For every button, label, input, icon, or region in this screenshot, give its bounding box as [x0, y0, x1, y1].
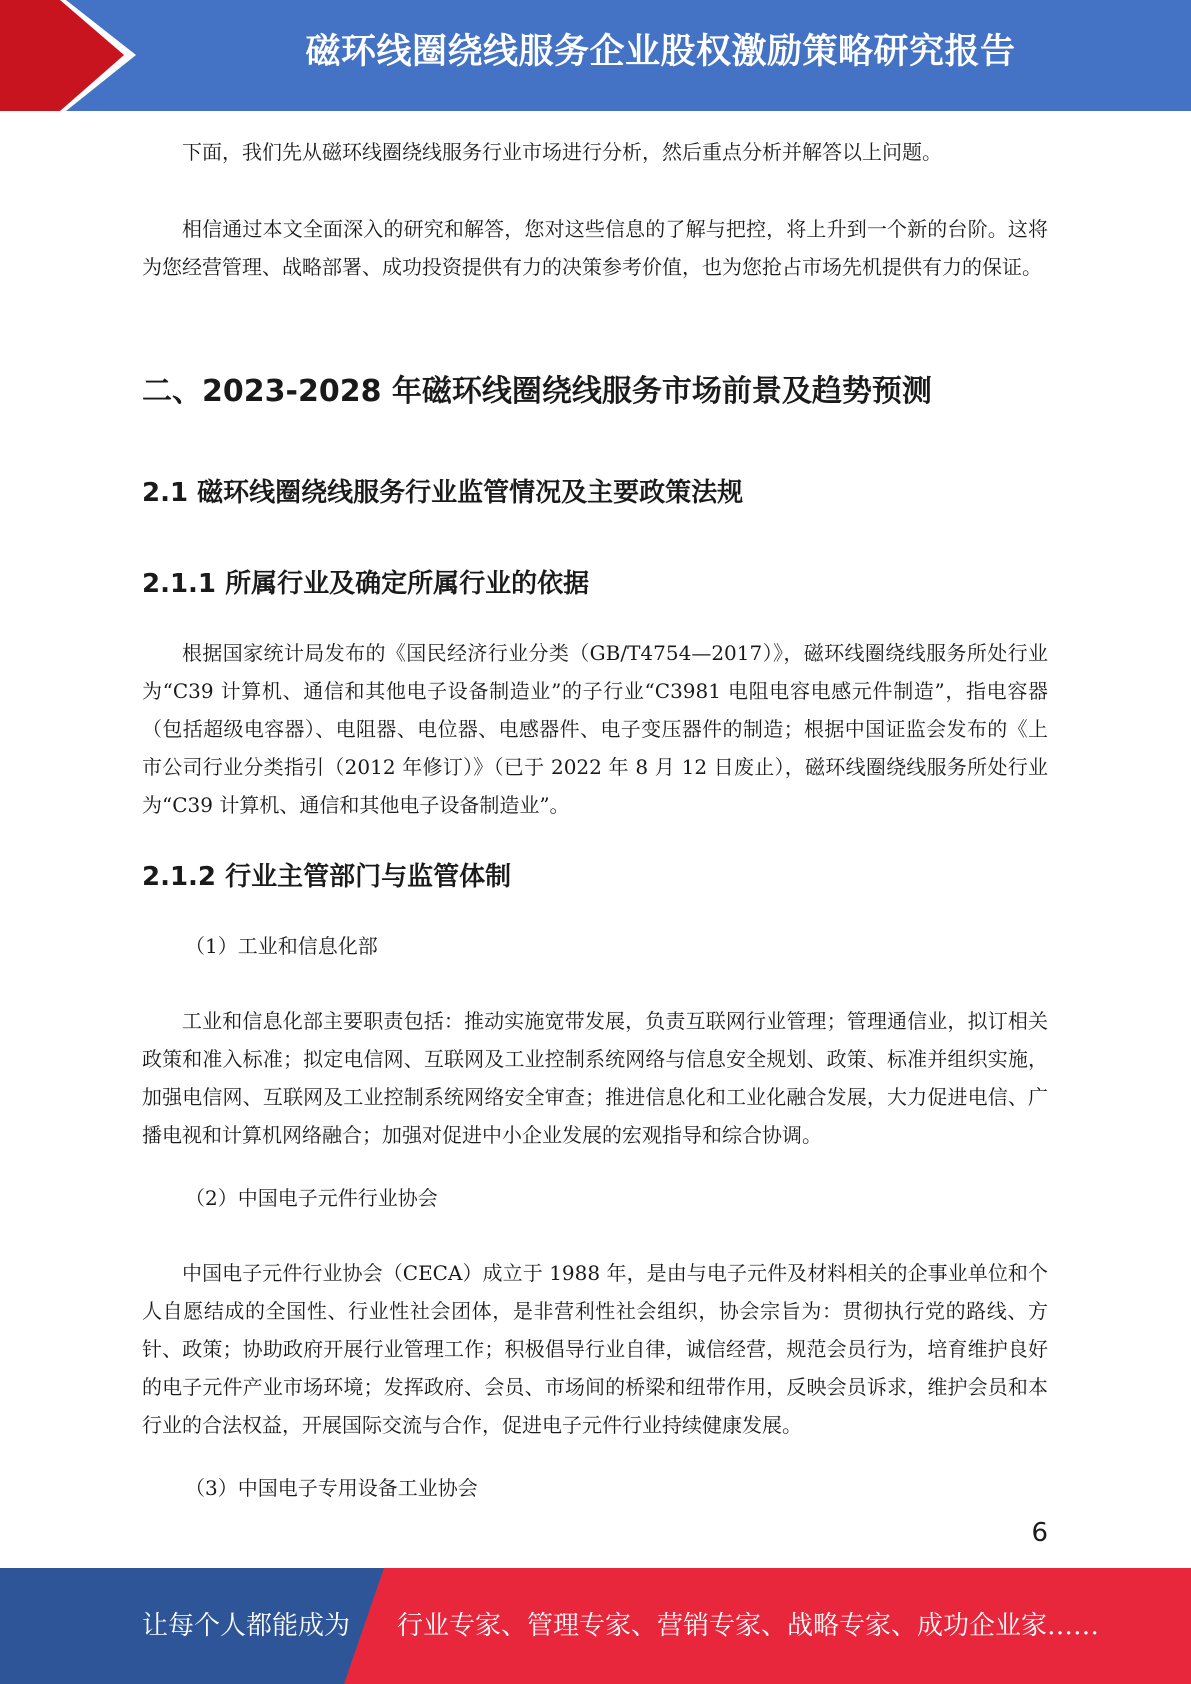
footer-banner — [0, 1568, 1191, 1684]
page-number: 6 — [1031, 1518, 1048, 1548]
ceca-paragraph: 中国电子元件行业协会（CECA）成立于 1988 年，是由与电子元件及材料相关的企事业单位和个人自愿结成的全国性、行业性社会团体，是非营利性社会组织，协会宗旨为：贯彻执行党的路线、方针、政策；协助政府开展行业管理工作；积极倡导行业自律，诚信经营，规范会员行为，培育维护良好的电子元件产业市场环境；发挥政府、会员、市场间的桥梁和纽带作用，反映会员诉求，维护会员和本行业的合法权益，开展国际交流与合作，促进电子元件行业持续健康发展。 — [142, 1261, 1048, 1437]
section-2-1-2-heading: 2.1.2 行业主管部门与监管体制 — [142, 862, 512, 892]
section-2-heading: 二、2023-2028 年磁环线圈绕线服务市场前景及趋势预测 — [142, 374, 932, 409]
intro-paragraph-2: 相信通过本文全面深入的研究和解答，您对这些信息的了解与把控，将上升到一个新的台阶。这将为您经营管理、战略部署、成功投资提供有力的决策参考价值，也为您抢占市场先机提供有力的保证。 — [142, 217, 1048, 279]
footer-slogan-left: 让每个人都能成为 — [142, 1611, 351, 1641]
list-item-2: （2）中国电子元件行业协会 — [185, 1186, 438, 1210]
footer-slogan-right: 行业专家、管理专家、营销专家、战略专家、成功企业家…… — [397, 1611, 1100, 1641]
miit-paragraph: 工业和信息化部主要职责包括：推动实施宽带发展，负责互联网行业管理；管理通信业，拟订相关政策和准入标准；拟定电信网、互联网及工业控制系统网络与信息安全规划、政策、标准并组织实施，加强电信网、互联网及工业控制系统网络安全审查；推进信息化和工业化融合发展，大力促进电信、广播电视和计算机网络融合；加强对促进中小企业发展的宏观指导和综合协调。 — [142, 1009, 1048, 1147]
section-2-1-1-paragraph: 根据国家统计局发布的《国民经济行业分类（GB/T4754—2017）》，磁环线圈绕线服务所处行业为“C39 计算机、通信和其他电子设备制造业”的子行业“C3981 电阻电容电感元件制造”，指电容器（包括超级电容器）、电阻器、电位器、电感器件、电子变压器件的制造；根据中国证监会发布的《上市公司行业分类指引（2012 年修订）》（已于 2022 年 8 月 12 日废止），磁环线圈绕线服务所处行业为“C39 计算机、通信和其他电子设备制造业”。 — [142, 641, 1048, 817]
list-item-3: （3）中国电子专用设备工业协会 — [185, 1476, 478, 1500]
section-2-1-heading: 2.1 磁环线圈绕线服务行业监管情况及主要政策法规 — [142, 478, 744, 508]
header-banner — [0, 0, 1191, 111]
intro-paragraph-1: 下面，我们先从磁环线圈绕线服务行业市场进行分析，然后重点分析并解答以上问题。 — [182, 140, 942, 164]
list-item-1: （1）工业和信息化部 — [185, 934, 378, 958]
section-2-1-1-heading: 2.1.1 所属行业及确定所属行业的依据 — [142, 569, 590, 599]
report-title: 磁环线圈绕线服务企业股权激励策略研究报告 — [305, 32, 1016, 72]
